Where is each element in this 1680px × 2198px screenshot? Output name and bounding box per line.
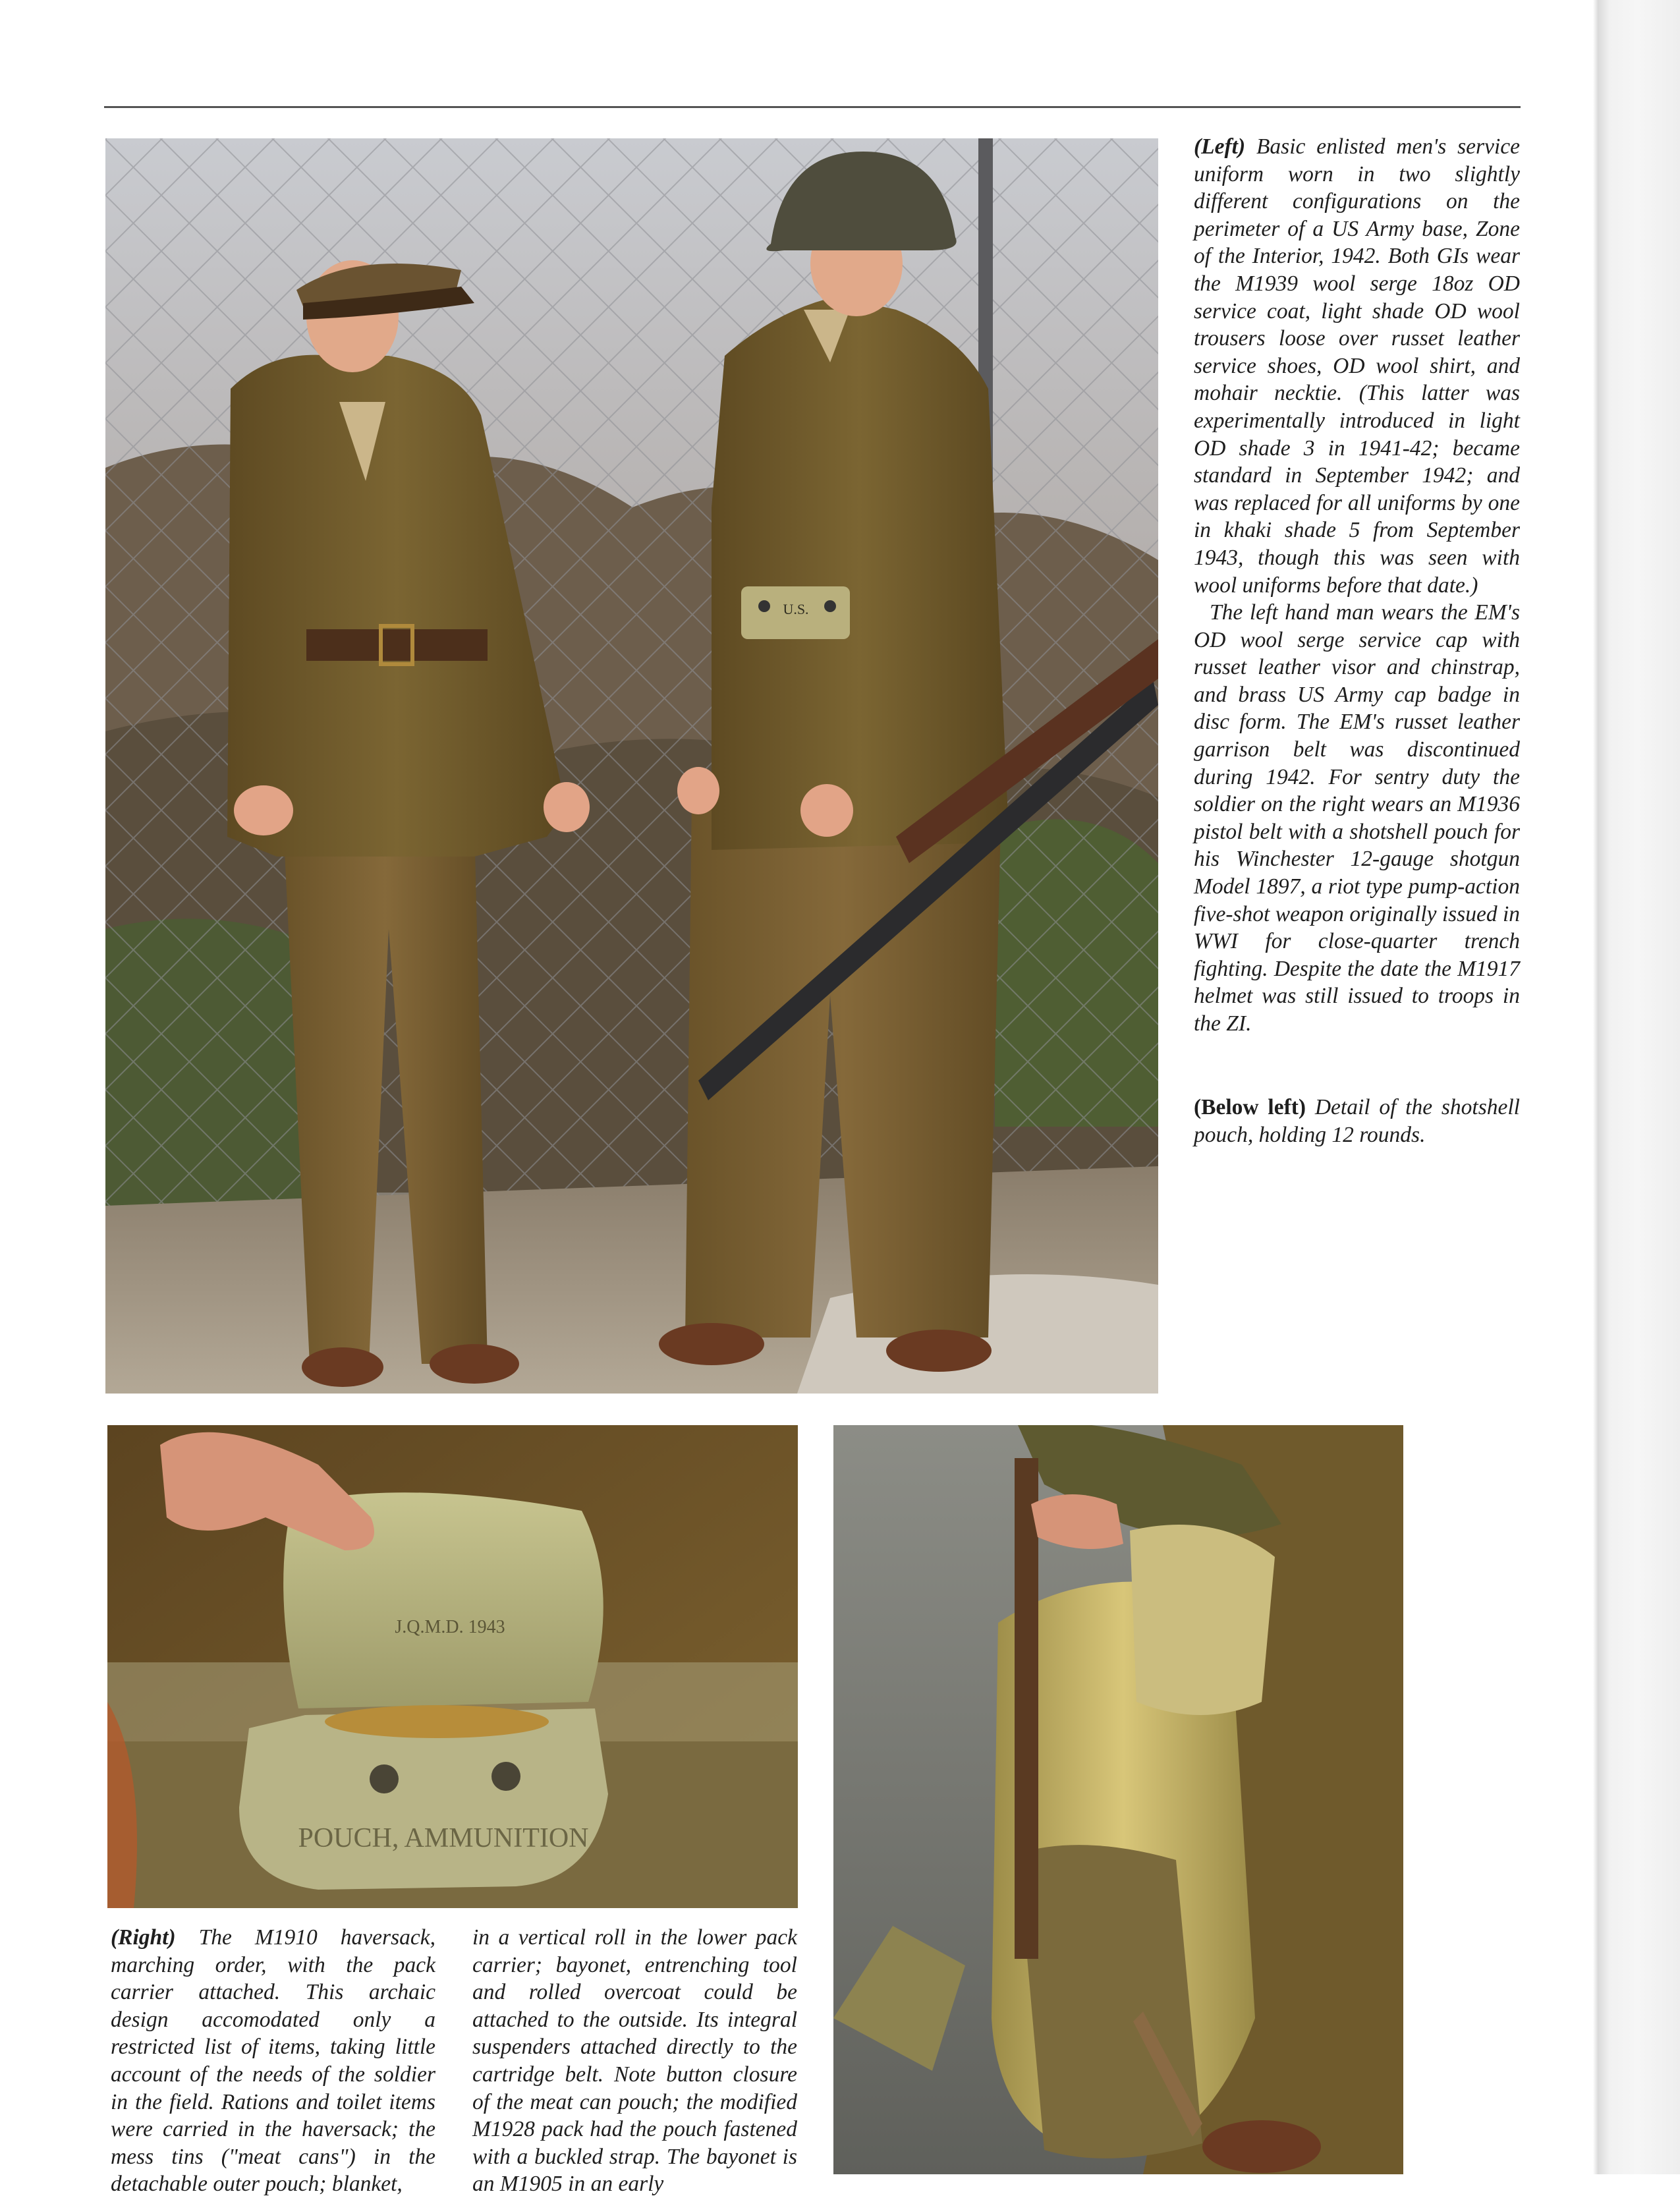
caption-right-text-col2: in a vertical roll in the lower pack carrier; bayonet, entrenching tool and rolled overcoat could be attached to the outside. Its integral suspenders attached directly to the cartridge belt. Note button closure of the meat can pouch; the modified M1928 pack had the pouch fastened with a buckled strap. The bayonet is an M1905 in an early	[472, 1925, 797, 2197]
caption-right-lead: (Right)	[111, 1925, 176, 1950]
header-rule	[104, 106, 1521, 108]
photo-shotshell-pouch-illustration	[107, 1425, 798, 1908]
facing-page-edge	[1598, 0, 1680, 2174]
caption-below-left	[1194, 1094, 1520, 1148]
caption-right-text-col1: The M1910 haversack, marching order, with the pack carrier attached. This archaic design accomodated only a restricted list of items, taking little account of the needs of the soldier in the field. Rations and toilet items were carried in the haversack; the mess tins ("meat cans") in the detachable outer pouch; blanket,	[111, 1925, 435, 2197]
photo-haversack	[833, 1425, 1403, 2174]
caption-left-text1: Basic enlisted men's service uniform worn in two slightly different configurations on the perimeter of a US Army base, Zone of the Interior, 1942. Both GIs wear the M1939 wool serge 18oz OD service coat, light shade OD wool trousers loose over russet leather service shoes, OD wool shirt, and mohair necktie. (This latter was experimentally introduced in light OD shade 3 in 1941-42; became standard in September 1942; and was replaced for all uniforms by one in khaki shade 5 from September 1943, though this was seen with wool uniforms before that date.)	[1194, 134, 1521, 598]
photo-haversack-illustration	[833, 1425, 1403, 2174]
caption-right-column-1	[111, 1924, 435, 2198]
belt-pouch-marking: U.S.	[783, 601, 809, 617]
caption-left-para2: The left hand man wears the EM's OD wool serge service cap with russet leather visor and chinstrap, and brass US Army cap badge in disc form. The EM's russet leather garrison belt was discontinued during 1942. For sentry duty the soldier on the right wears an M1936 pistol belt with a shotshell pouch for his Winchester 12-gauge shotgun Model 1897, a riot type pump-action five-shot weapon originally issued in WWI for close-quarter trench fighting. Despite the date the M1917 helmet was still issued to troops in the ZI.	[1194, 600, 1521, 1036]
caption-left-lead: (Left)	[1194, 134, 1246, 159]
caption-left-para1	[1194, 133, 1520, 599]
caption-right-column-2	[472, 1924, 797, 2198]
caption-below-left-text: Detail of the shotshell pouch, holding 12 rounds.	[1194, 1095, 1520, 1147]
pouch-stamp: J.Q.M.D. 1943	[395, 1617, 505, 1637]
pouch-label: POUCH, AMMUNITION	[298, 1823, 589, 1853]
photo-shotshell-pouch	[107, 1425, 798, 1908]
caption-left	[1194, 133, 1520, 1038]
photo-two-soldiers	[105, 138, 1158, 1394]
photo-two-soldiers-illustration	[105, 138, 1158, 1394]
caption-below-left-lead: (Below left)	[1194, 1095, 1306, 1119]
